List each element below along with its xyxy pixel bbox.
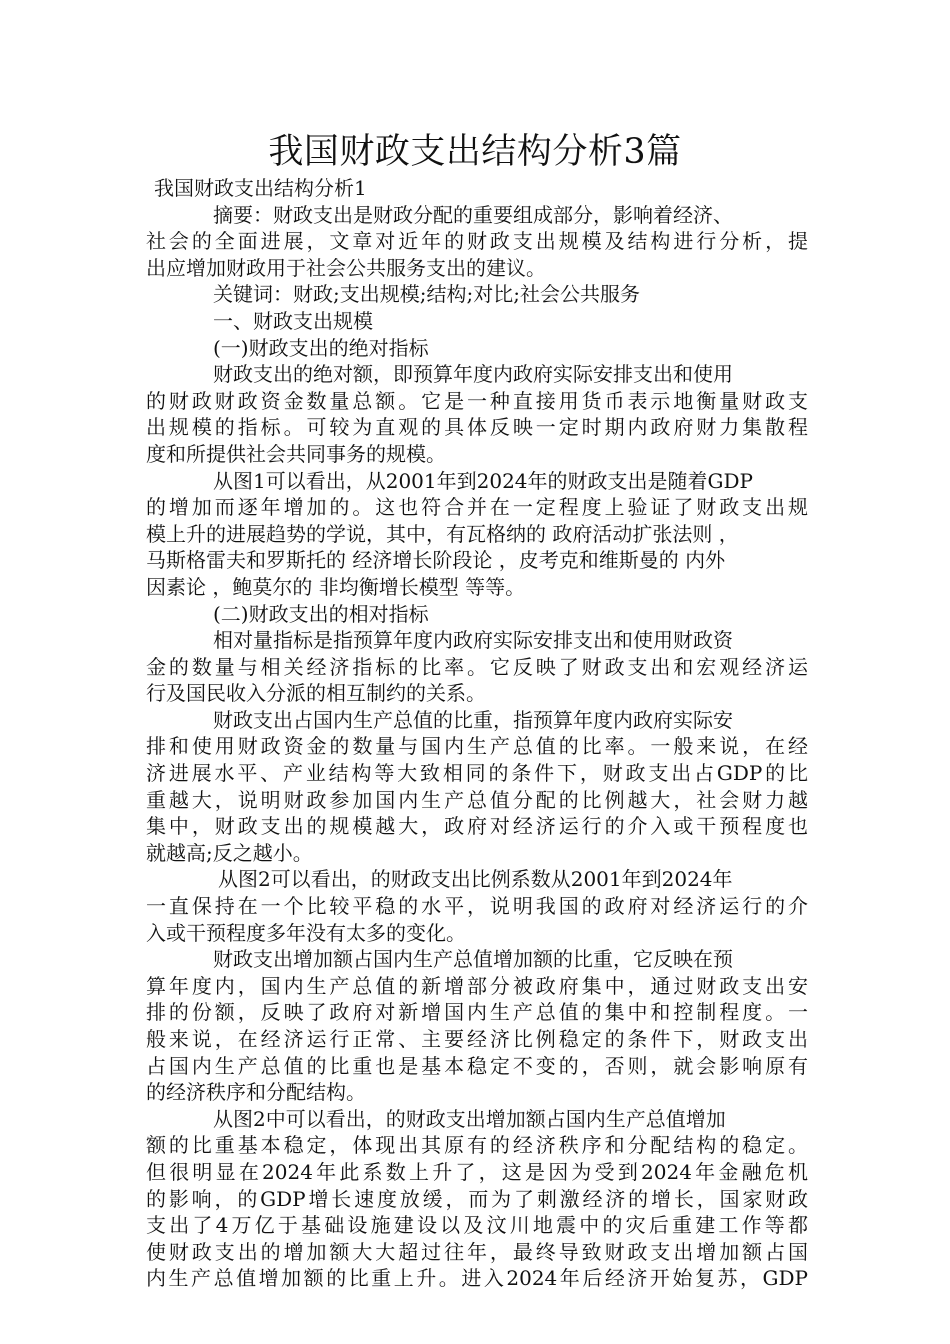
keywords-line: 关键词：财政;支出规模;结构;对比;社会公共服务 [213,282,640,307]
paragraph-line: 从图1可以看出，从2001年到2024年的财政支出是随着GDP [213,468,753,493]
heading-1-1: (一)财政支出的绝对指标 [213,335,429,360]
paragraph-line: 的财政财政资金数量总额。它是一种直接用货币表示地衡量财政支 [146,388,808,413]
abstract-line: 摘要：财政支出是财政分配的重要组成部分，影响着经济、 [213,202,733,227]
paragraph-line: 排和使用财政资金的数量与国内生产总值的比率。一般来说，在经 [146,734,808,759]
paragraph-line: 额的比重基本稳定，体现出其原有的经济秩序和分配结构的稳定。 [146,1133,808,1158]
paragraph-line: 行及国民收入分派的相互制约的关系。 [146,681,486,706]
paragraph-line: 的影响，的GDP增长速度放缓，而为了刺激经济的增长，国家财政 [146,1186,808,1211]
heading-1-2: (二)财政支出的相对指标 [213,601,429,626]
paragraph-line: 金的数量与相关经济指标的比率。它反映了财政支出和宏观经济运 [146,654,808,679]
paragraph-line: 出规模的指标。可较为直观的具体反映一定时期内政府财力集散程 [146,415,808,440]
paragraph-line: 财政支出增加额占国内生产总值增加额的比重，它反映在预 [213,947,733,972]
paragraph-line: 财政支出占国内生产总值的比重，指预算年度内政府实际安 [213,707,733,732]
paragraph-line: 使财政支出的增加额大大超过往年，最终导致财政支出增加额占国 [146,1239,808,1264]
abstract-line: 社会的全面进展，文章对近年的财政支出规模及结构进行分析，提 [146,229,808,254]
paragraph-line: 从图2中可以看出，的财政支出增加额占国内生产总值增加 [213,1106,726,1131]
paragraph-line: 模上升的进展趋势的学说，其中，有瓦格纳的 政府活动扩张法则 ， [146,521,739,546]
paragraph-line: 因素论 ，鲍莫尔的 非均衡增长模型 等等。 [146,574,526,599]
paragraph-line: 排的份额，反映了政府对新增国内生产总值的集中和控制程度。一 [146,1000,808,1025]
paragraph-line: 从图2可以看出，的财政支出比例系数从2001年到2024年 [218,867,733,892]
abstract-line: 出应增加财政用于社会公共服务支出的建议。 [146,255,546,280]
paragraph-line: 般来说，在经济运行正常、主要经济比例稳定的条件下，财政支出 [146,1027,808,1051]
paragraph-line: 的增加而逐年增加的。这也符合并在一定程度上验证了财政支出规 [146,495,808,520]
section-subtitle: 我国财政支出结构分析1 [154,176,367,200]
paragraph-line: 算年度内，国内生产总值的新增部分被政府集中，通过财政支出安 [146,973,808,998]
paragraph-line: 占国内生产总值的比重也是基本稳定不变的，否则，就会影响原有 [146,1053,808,1078]
paragraph-line: 相对量指标是指预算年度内政府实际安排支出和使用财政资 [213,628,733,653]
paragraph-line: 的经济秩序和分配结构。 [146,1080,366,1105]
paragraph-line: 济进展水平、产业结构等大致相同的条件下，财政支出占GDP的比 [146,761,808,786]
paragraph-line: 重越大，说明财政参加国内生产总值分配的比例越大，社会财力越 [146,787,808,812]
heading-1: 一、财政支出规模 [213,308,373,333]
document-title: 我国财政支出结构分析3篇 [268,132,682,172]
paragraph-line: 一直保持在一个比较平稳的水平，说明我国的政府对经济运行的介 [146,894,808,919]
paragraph-line: 内生产总值增加额的比重上升。进入2024年后经济开始复苏，GDP [146,1266,808,1291]
paragraph-line: 集中，财政支出的规模越大，政府对经济运行的介入或干预程度也 [146,814,808,839]
paragraph-line: 但很明显在2024年此系数上升了，这是因为受到2024年金融危机 [146,1159,808,1184]
paragraph-line: 马斯格雷夫和罗斯托的 经济增长阶段论 ，皮考克和维斯曼的 内外 [146,548,726,573]
document-body [146,175,808,1292]
paragraph-line: 度和所提供社会共同事务的规模。 [146,441,446,466]
paragraph-line: 就越高;反之越小。 [146,840,313,865]
paragraph-line: 支出了4万亿于基础设施建设以及汶川地震中的灾后重建工作等都 [146,1213,808,1238]
paragraph-line: 入或干预程度多年没有太多的变化。 [146,920,466,945]
paragraph-line: 财政支出的绝对额，即预算年度内政府实际安排支出和使用 [213,362,733,387]
